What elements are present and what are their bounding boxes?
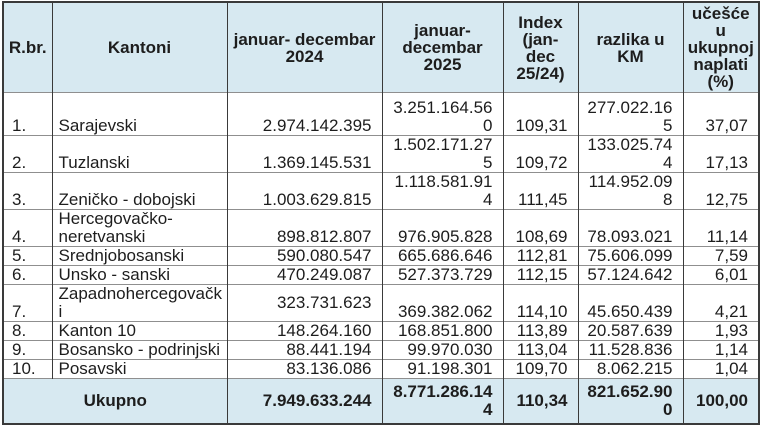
table-row xyxy=(3,341,759,360)
cell-kantoni: Tuzlanski xyxy=(52,136,227,173)
cell-index: 109,70 xyxy=(503,360,578,379)
cell-kantoni: Kanton 10 xyxy=(52,322,227,341)
cell-razlika: 114.952.098 xyxy=(578,173,683,210)
cell-y2025: 976.905.828 xyxy=(382,210,503,247)
cell-razlika: 20.587.639 xyxy=(578,322,683,341)
table-header xyxy=(3,2,759,93)
cell-y2025: 168.851.800 xyxy=(382,322,503,341)
table-row xyxy=(3,136,759,173)
cell-razlika: 45.650.439 xyxy=(578,285,683,322)
cell-y2025: 3.251.164.560 xyxy=(382,93,503,136)
cell-y2025: 1.118.581.914 xyxy=(382,173,503,210)
cell-kantoni: Hercegovačko-neretvanski xyxy=(52,210,227,247)
cell-y2025: 91.198.301 xyxy=(382,360,503,379)
total-cell-y2025: 8.771.286.144 xyxy=(382,379,503,425)
cell-y2025: 99.970.030 xyxy=(382,341,503,360)
table-row xyxy=(3,210,759,247)
table-row xyxy=(3,247,759,266)
cell-razlika: 57.124.642 xyxy=(578,266,683,285)
cell-rbr: 8. xyxy=(3,322,52,341)
cantons-revenue-table xyxy=(2,1,760,425)
cell-y2024: 148.264.160 xyxy=(227,322,382,341)
cell-ucesce: 1,14 xyxy=(683,341,759,360)
cell-index: 109,72 xyxy=(503,136,578,173)
cell-index: 108,69 xyxy=(503,210,578,247)
header-row xyxy=(3,2,759,93)
column-header-kantoni: Kantoni xyxy=(52,2,227,93)
cell-index: 112,15 xyxy=(503,266,578,285)
cell-ucesce: 4,21 xyxy=(683,285,759,322)
table-row xyxy=(3,266,759,285)
cell-kantoni: Zapadnohercegovački xyxy=(52,285,227,322)
cell-ucesce: 17,13 xyxy=(683,136,759,173)
cell-y2024: 323.731.623 xyxy=(227,285,382,322)
total-row xyxy=(3,379,759,425)
cell-razlika: 8.062.215 xyxy=(578,360,683,379)
table-row xyxy=(3,322,759,341)
column-header-razlika: razlika u KM xyxy=(578,2,683,93)
cell-index: 113,04 xyxy=(503,341,578,360)
cell-ucesce: 1,04 xyxy=(683,360,759,379)
cell-kantoni: Srednjobosanski xyxy=(52,247,227,266)
cell-ucesce: 37,07 xyxy=(683,93,759,136)
cell-ucesce: 12,75 xyxy=(683,173,759,210)
cell-razlika: 133.025.744 xyxy=(578,136,683,173)
cell-y2025: 665.686.646 xyxy=(382,247,503,266)
cell-y2024: 1.369.145.531 xyxy=(227,136,382,173)
cell-rbr: 7. xyxy=(3,285,52,322)
table-row xyxy=(3,360,759,379)
cell-rbr: 6. xyxy=(3,266,52,285)
total-cell-index: 110,34 xyxy=(503,379,578,425)
cell-kantoni: Bosansko - podrinjski xyxy=(52,341,227,360)
cell-razlika: 78.093.021 xyxy=(578,210,683,247)
cell-razlika: 277.022.165 xyxy=(578,93,683,136)
table-row xyxy=(3,93,759,136)
cell-index: 111,45 xyxy=(503,173,578,210)
cell-y2024: 83.136.086 xyxy=(227,360,382,379)
cell-razlika: 11.528.836 xyxy=(578,341,683,360)
cell-kantoni: Zeničko - dobojski xyxy=(52,173,227,210)
cell-y2025: 369.382.062 xyxy=(382,285,503,322)
cell-y2024: 470.249.087 xyxy=(227,266,382,285)
table-body xyxy=(3,93,759,379)
column-header-y2025: januar-decembar 2025 xyxy=(382,2,503,93)
total-cell-ucesce: 100,00 xyxy=(683,379,759,425)
table-row xyxy=(3,285,759,322)
cell-ucesce: 6,01 xyxy=(683,266,759,285)
cell-rbr: 5. xyxy=(3,247,52,266)
total-cell-y2024: 7.949.633.244 xyxy=(227,379,382,425)
cell-rbr: 9. xyxy=(3,341,52,360)
cell-y2024: 1.003.629.815 xyxy=(227,173,382,210)
cell-rbr: 10. xyxy=(3,360,52,379)
cell-rbr: 1. xyxy=(3,93,52,136)
cell-y2025: 527.373.729 xyxy=(382,266,503,285)
table-footer xyxy=(3,379,759,425)
cell-y2024: 898.812.807 xyxy=(227,210,382,247)
cell-ucesce: 11,14 xyxy=(683,210,759,247)
cell-kantoni: Posavski xyxy=(52,360,227,379)
total-label: Ukupno xyxy=(3,379,227,425)
cell-index: 113,89 xyxy=(503,322,578,341)
cell-y2024: 88.441.194 xyxy=(227,341,382,360)
cell-index: 112,81 xyxy=(503,247,578,266)
cell-razlika: 75.606.099 xyxy=(578,247,683,266)
column-header-rbr: R.br. xyxy=(3,2,52,93)
cell-y2024: 2.974.142.395 xyxy=(227,93,382,136)
cell-ucesce: 1,93 xyxy=(683,322,759,341)
cell-rbr: 2. xyxy=(3,136,52,173)
cell-y2024: 590.080.547 xyxy=(227,247,382,266)
cell-ucesce: 7,59 xyxy=(683,247,759,266)
cell-y2025: 1.502.171.275 xyxy=(382,136,503,173)
table-row xyxy=(3,173,759,210)
column-header-y2024: januar- decembar 2024 xyxy=(227,2,382,93)
cell-rbr: 4. xyxy=(3,210,52,247)
cell-index: 114,10 xyxy=(503,285,578,322)
column-header-ucesce: učešće u ukupnoj naplati (%) xyxy=(683,2,759,93)
cell-kantoni: Unsko - sanski xyxy=(52,266,227,285)
cell-kantoni: Sarajevski xyxy=(52,93,227,136)
cell-rbr: 3. xyxy=(3,173,52,210)
column-header-index: Index (jan-dec 25/24) xyxy=(503,2,578,93)
total-cell-razlika: 821.652.900 xyxy=(578,379,683,425)
cell-index: 109,31 xyxy=(503,93,578,136)
